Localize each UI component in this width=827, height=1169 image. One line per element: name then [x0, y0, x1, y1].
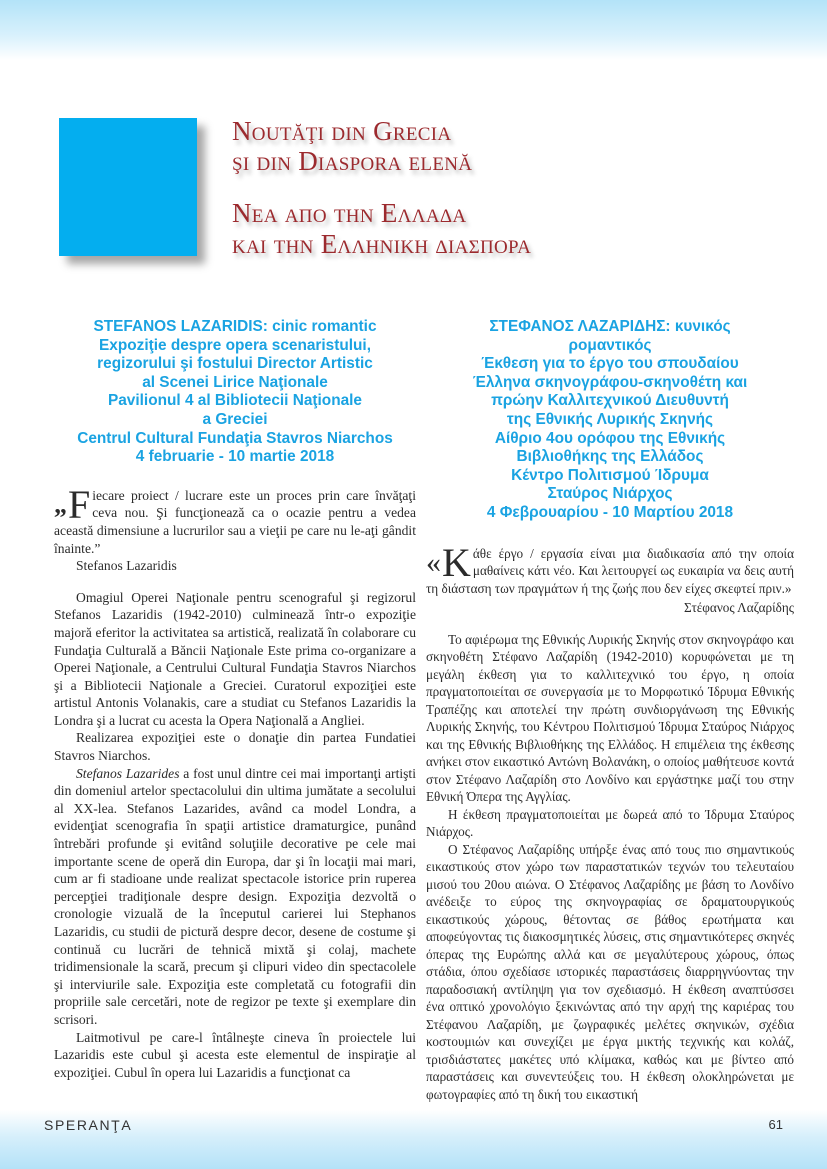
- article-column-greek: [426, 318, 794, 1103]
- heading-line: Pavilionul 4 al Bibliotecii Naţionale: [107, 392, 362, 410]
- paragraph: Η έκθεση πραγματοποιείται με δωρεά από το Ίδρυμα Σταύρος Νιάρχος.: [426, 806, 794, 840]
- drop-cap-letter: Κ: [442, 539, 471, 585]
- article-body-greek: [426, 539, 794, 1104]
- heading-line: 4 februarie - 10 martie 2018: [135, 448, 335, 466]
- heading-line: Expoziţie despre opera scenaristului,: [99, 336, 371, 354]
- heading-line: ρομαντικός: [568, 336, 652, 354]
- paragraph: Omagiul Operei Naţionale pentru scenograful şi regizorul Stefanos Lazaridis (1942-2010) culminează într-o expoziţie majoră eferitor la activitatea sa artistică, realizată în colaborare cu Fundaţia Culturală a Băncii Naţionale Este prima co-organizare a Operei Naţionale, a Centrului Cultural Fundaţia Stavros Niarchos şi a Bibliotecii Naţionale a Greciei. Curatorul expoziţiei este artistul Antonis Volanakis, care a studiat cu Stefanos Lazaridis la Londra şi a lucrat cu acesta la Opera Naţională a Angliei.: [54, 589, 416, 728]
- paragraph: Realizarea expoziţiei este o donaţie din partea Fundatiei Stavros Niarchos.: [54, 730, 416, 764]
- article-heading-romanian: [54, 318, 416, 467]
- heading-line: ΣΤΕΦΑΝΟΣ ΛΑΖΑΡΙΔΗΣ: κυνικός: [489, 318, 731, 335]
- heading-line: Έλληνα σκηνογράφου-σκηνοθέτη και: [472, 373, 748, 391]
- heading-line: Σταύρος Νιάρχος: [547, 485, 673, 503]
- heading-line: Centrul Cultural Fundaţia Stavros Niarchos: [77, 429, 393, 447]
- section-title-romanian: [232, 116, 472, 176]
- heading-line: a Greciei: [202, 410, 268, 428]
- heading-line: regizorului şi fostului Director Artistic: [97, 355, 373, 373]
- quote-author: Στέφανος Λαζαρίδης: [684, 600, 794, 616]
- article-heading-greek: [426, 318, 794, 523]
- top-gradient-band: [0, 0, 827, 60]
- page-number: 61: [768, 1117, 783, 1132]
- paragraph-text: a fost unul dintre cei mai importanţi artişti din domeniul artelor spectacolului din ultima jumătate a secolului al XX-lea. Stefanos Lazarides, având ca model Londra, a evidenţiat scenografia în spaţii artistice dramaturgice, punând întrebări profunde şi evitând soluţiile decorative pe cele mai importante scene de operă din Europa, dar şi în locaţii mai mari, cum ar fi stadioane unde realizat spectacole istorice prin ruperea percepţiei tradiţionale despre design. Expoziţia dezvoltă o cronologie vizuală de la începutul carierei lui Stephanos Lazaridis, cu studii de pictură despre decor, desene de costume şi continuă cu lucrări de tehnică mixtă şi colaj, machete tridimensionale la scară, precum şi clipuri video din spectacolele şi interviurile sale. Expoziţia este completată cu fotografii din propriile sale cercetări, note de regizor pe texte şi exemplare din scrisori.: [54, 765, 416, 1027]
- quote-open-mark: „: [54, 489, 67, 519]
- magazine-name: SPERANŢA: [44, 1117, 133, 1133]
- drop-cap-letter: F: [68, 481, 91, 527]
- heading-line: Έκθεση για το έργο του σπουδαίου: [481, 355, 739, 373]
- drop-cap: [54, 481, 91, 527]
- section-color-block: [59, 118, 197, 256]
- heading-line: al Scenei Lirice Naţionale: [142, 373, 328, 391]
- paragraph: Ο Στέφανος Λαζαρίδης υπήρξε ένας από τους πιο σημαντικούς εικαστικούς στον χώρο των παραστατικών τεχνών του τελευταίου μισού του 20ου αιώνα. Ο Στέφανος Λαζαρίδης με βάση το Λονδίνο ανέδειξε το εύρος της σκηνογραφίας σε δραματουργικούς εικαστικούς χώρους, θέτοντας σε βάθος ερωτήματα και αποφεύγοντας τις διακοσμητικές λύσεις, στις σημαντικότερες σκηνές όπερας της Ευρώπης αλλά και σε μεγαλύτερους χώρους, όπως στάδια, όπου σχεδίασε ιστορικές παραστάσεις διαρρηγνύοντας την παραδοσιακή αντίληψη για τον σχεδιασμό. Η έκθεση αναπτύσσει ένα οπτικό χρονολόγιο ξεκινώντας από την αρχή της καριέρας του Στέφανου Λαζαρίδη, με ζωγραφικές μελέτες σκηνικών, σχέδια κοστουμιών και συνεχίζει με έργα μικτής τεχνικής και κολάζ, τρισδιάστατες μακέτες υπό κλίμακα, καθώς και με βίντεο από παραστάσεις και συνεντεύξεις του. Η έκθεση ολοκληρώνεται με φωτογραφίες από τη δική του εικαστική: [426, 841, 794, 1102]
- article-body-romanian: [54, 481, 416, 1082]
- drop-cap: [426, 539, 471, 585]
- pull-quote: [426, 539, 794, 598]
- paragraph: [54, 765, 416, 1029]
- quote-text: άθε έργο / εργασία είναι μια διαδικασία από την οποία μαθαίνεις κάτι νέο. Και λειτουργεί ως ευκαιρία να δεις αυτή τη διάσταση των πραγμάτων ή της ζωής που δεν είχες σκεφτεί πριν.»: [426, 545, 794, 596]
- italic-name: Stefanos Lazarides: [76, 765, 180, 781]
- heading-line: πρώην Καλλιτεχνικού Διευθυντή: [491, 392, 729, 410]
- heading-line: Βιβλιοθήκης της Ελλάδος: [516, 448, 704, 466]
- quote-author: Stefanos Lazaridis: [76, 558, 177, 574]
- heading-line: Αίθριο 4ου ορόφου της Εθνικής: [494, 429, 726, 447]
- heading-line: 4 Φεβρουαρίου - 10 Μαρτίου 2018: [486, 503, 734, 521]
- section-title-greek: [232, 198, 531, 260]
- heading-line: STEFANOS LAZARIDIS: cinic romantic: [93, 318, 377, 335]
- section-title-ro-line-2: şi din Diaspora elenă: [232, 146, 473, 176]
- paragraph: Το αφιέρωμα της Εθνικής Λυρικής Σκηνής στον σκηνογράφο και σκηνοθέτη Στέφανο Λαζαρίδη (1942-2010) κορυφώνεται με τη μεγάλη έκθεση για το καλλιτεχνικό του έργο, η οποία πραγματοποιείται σε συνεργασία με το Μορφωτικό Ίδρυμα Εθνικής Τραπέζης και αποτελεί την πρώτη συνδιοργάνωση της Εθνικής Λυρικής Σκηνής, του Κέντρου Πολιτισμού Ίδρυμα Σταύρος Νιάρχος και της Εθνικής Βιβλιοθήκης της Ελλάδος. Η επιμέλεια της έκθεσης ανήκει στον εικαστικό Αντώνη Βολανάκη, ο οποίος μαθήτευσε κοντά στον Στέφανο Λαζαρίδη στο Λονδίνο και εργάστηκε μαζί του στην Εθνική Όπερα της Αγγλίας.: [426, 631, 794, 805]
- quote-open-mark: «: [426, 545, 441, 579]
- pull-quote: [54, 481, 416, 557]
- paragraph: Laitmotivul pe care-l întâlneşte cineva în proiectele lui Lazaridis este cubul şi acesta este elementul de inspiraţie al expoziţiei. Cubul în opera lui Lazaridis a funcţionat ca: [54, 1029, 416, 1080]
- heading-line: Κέντρο Πολιτισμού Ίδρυμα: [511, 466, 709, 484]
- section-title-ro-line-1: Noutăţi din Grecia: [232, 116, 452, 146]
- heading-line: της Εθνικής Λυρικής Σκηνής: [506, 410, 714, 428]
- quote-text: iecare proiect / lucrare este un proces prin care învăţaţi ceva nou. Şi funcţionează ca o ocazie pentru a vedea această dimensiune a lucrurilor sau a vieţii pe care nu le-aţi gândit înainte.”: [54, 487, 416, 556]
- article-column-romanian: [54, 318, 416, 1081]
- section-title-gr-line-1: Νεα απο την Ελλαδα: [232, 198, 467, 228]
- section-title-gr-line-2: και την Ελληνικη διασπορα: [232, 229, 532, 259]
